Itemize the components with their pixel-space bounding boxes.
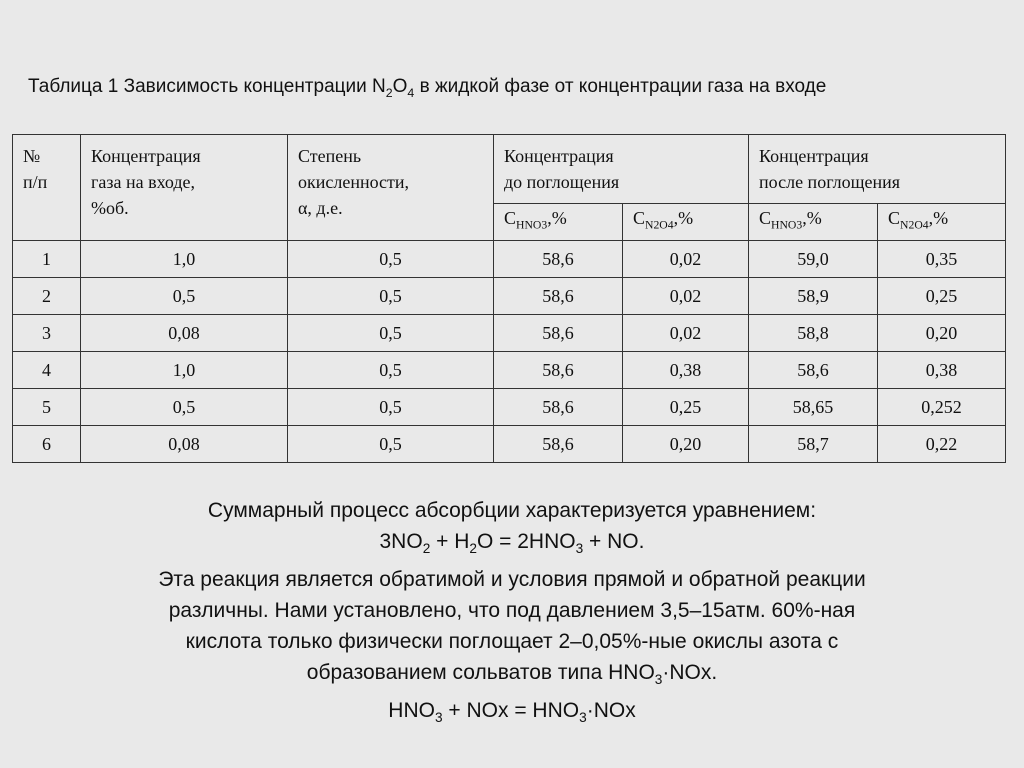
table-cell: 58,6 [494,278,623,315]
table-cell: 0,252 [878,389,1006,426]
table-cell: 0,5 [81,389,288,426]
table-cell: 58,6 [494,426,623,463]
header-num: № п/п [13,135,81,241]
header-before-absorption: Концентрация до поглощения [494,135,749,204]
table-cell: 1,0 [81,352,288,389]
table-cell: 58,6 [494,241,623,278]
table-cell: 0,20 [623,426,749,463]
table-cell: 58,6 [749,352,878,389]
header-after-absorption: Концентрация после поглощения [749,135,1006,204]
table-cell: 1 [13,241,81,278]
paragraph-line-1: Эта реакция является обратимой и условия прямой и обратной реакции [158,568,866,592]
table-cell: 0,5 [81,278,288,315]
table-row [13,278,1006,315]
equation-1: $3NO_2 + H_2O = 2HNO_3$ + NO. [379,530,645,557]
table-cell: 58,6 [494,315,623,352]
table-row [13,426,1006,463]
table-cell: 0,5 [288,241,494,278]
table-cell: 4 [13,352,81,389]
paragraph-line-3: кислота только физически поглощает 2–0,05%-ные окислы азота с [185,630,839,654]
header-row [13,135,1006,204]
description-text [0,495,1024,734]
table-cell: 58,6 [494,352,623,389]
paragraph-line-4: образованием сольватов типа $HNO_3\cdot NOx$. [306,661,718,688]
table-cell: 58,9 [749,278,878,315]
table-cell: 0,38 [878,352,1006,389]
table-cell: 0,25 [623,389,749,426]
table-cell: 59,0 [749,241,878,278]
table-cell: 3 [13,315,81,352]
table-cell: 0,5 [288,389,494,426]
subheader-before-n2o4: $C_{N2O4},\%$ [623,204,749,241]
table-cell: 2 [13,278,81,315]
table-cell: 0,5 [288,278,494,315]
intro-line: Суммарный процесс абсорбции характеризуется уравнением: [207,499,817,522]
table-row [13,315,1006,352]
concentration-table [12,134,1006,463]
subheader-after-hno3: $C_{HNO3},\%$ [749,204,878,241]
table-cell: 0,35 [878,241,1006,278]
table-cell: 58,7 [749,426,878,463]
table-row [13,389,1006,426]
table-row [13,241,1006,278]
table-cell: 0,02 [623,315,749,352]
table-cell: 0,5 [288,352,494,389]
table-cell: 1,0 [81,241,288,278]
table-cell: 0,5 [288,315,494,352]
header-oxidation-degree: Степень окисленности, α, д.е. [288,135,494,241]
table-cell: 0,22 [878,426,1006,463]
table-cell: 58,65 [749,389,878,426]
table-caption: Таблица 1 Зависимость концентрации $N_2O_4$ в жидкой фазе от концентрации газа на входе [28,76,827,100]
subheader-before-hno3: $C_{HNO3},\%$ [494,204,623,241]
table-cell: 58,6 [494,389,623,426]
table-cell: 0,5 [288,426,494,463]
header-gas-concentration: Концентрация газа на входе, %об. [81,135,288,241]
subheader-after-n2o4: $C_{N2O4},\%$ [878,204,1006,241]
table-cell: 0,02 [623,241,749,278]
table-cell: 0,08 [81,315,288,352]
paragraph-line-2: различны. Нами установлено, что под давлением 3,5–15атм. 60%-ная [168,599,856,623]
table-cell: 58,8 [749,315,878,352]
table-cell: 0,25 [878,278,1006,315]
table-cell: 6 [13,426,81,463]
table-cell: 5 [13,389,81,426]
table-row [13,352,1006,389]
table-cell: 0,38 [623,352,749,389]
table-cell: 0,20 [878,315,1006,352]
equation-2: $HNO_3$ + NOx = $HNO_3\cdot NOx$ [388,699,636,726]
table-cell: 0,02 [623,278,749,315]
table-cell: 0,08 [81,426,288,463]
